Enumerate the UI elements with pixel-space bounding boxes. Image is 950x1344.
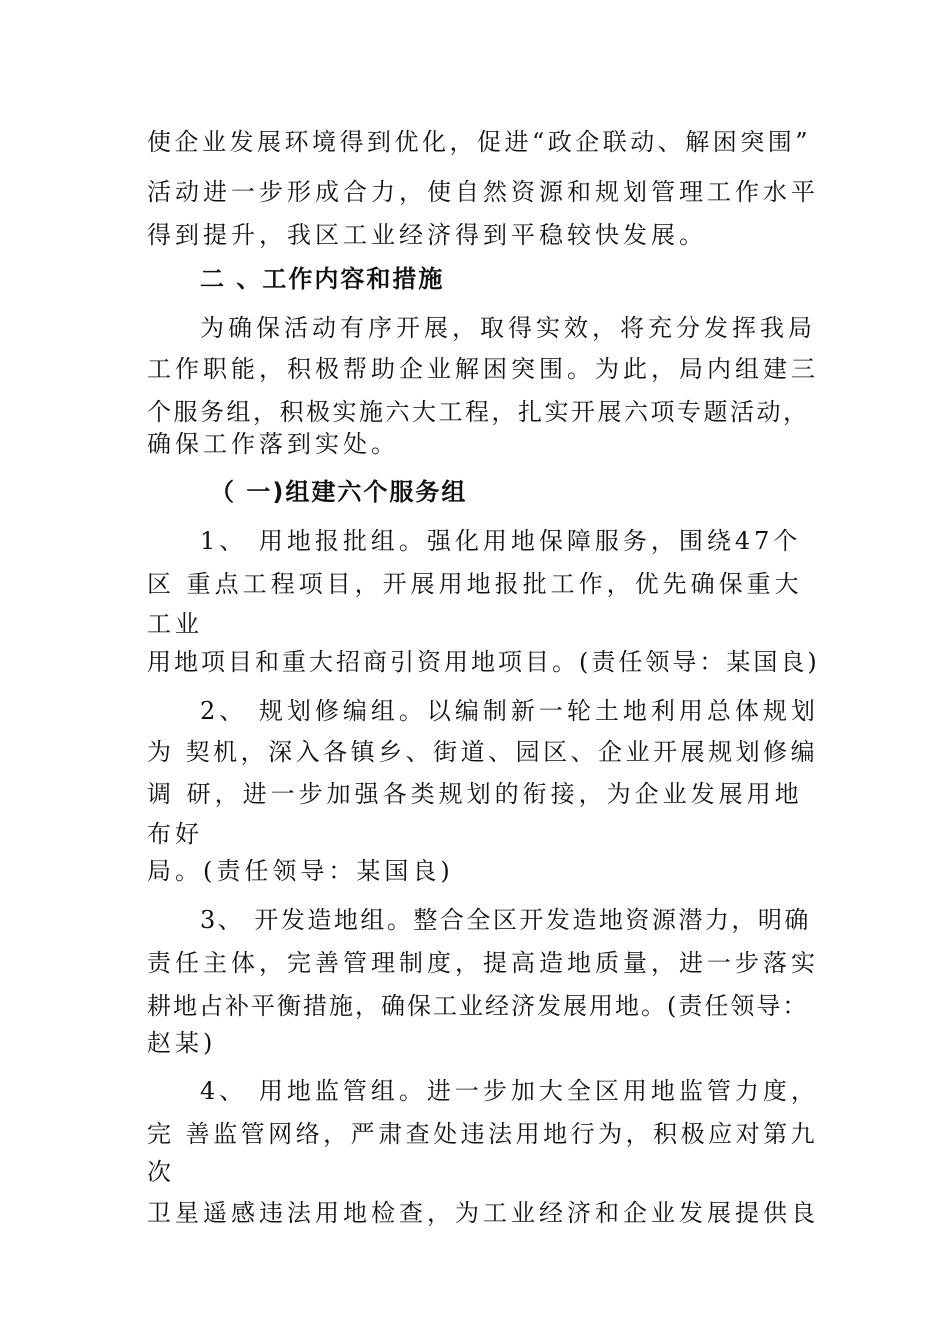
text-line-2: 活动进一步形成合力，使自然资源和规划管理工作水平 — [147, 178, 819, 206]
text-line-3: 得到提升，我区工业经济得到平稳较快发展。 — [147, 221, 707, 249]
item-3-line-1: 3、 开发造地组。整合全区开发造地资源潜力，明确 — [200, 906, 811, 934]
text-line-6: 工作职能，积极帮助企业解困突围。为此，局内组建三 — [147, 355, 819, 383]
item-3-line-4: 赵某) — [147, 1029, 217, 1057]
text-line-8: 确保工作落到实处。 — [147, 430, 399, 458]
item-1-line-2: 区 重点工程项目，开展用地报批工作，优先确保重大 — [147, 570, 803, 598]
item-2-line-5: 局。(责任领导：某国良) — [147, 857, 454, 885]
item-4-line-3: 次 — [147, 1158, 175, 1186]
item-1-line-4: 用地项目和重大招商引资用地项目。(责任领导：某国良) — [147, 648, 820, 676]
text-line-1: 使企业发展环境得到优化，促进“政企联动、解困突围” — [147, 128, 812, 156]
item-2-line-2: 为 契机，深入各镇乡、街道、园区、企业开展规划修编 — [147, 738, 819, 766]
item-4-line-4: 卫星遥感违法用地检查，为工业经济和企业发展提供良 — [147, 1199, 819, 1227]
item-1-line-1: 1、 用地报批组。强化用地保障服务，围绕47个 — [200, 527, 802, 555]
item-2-line-4: 布好 — [147, 820, 203, 848]
item-4-line-2: 完 善监管网络，严肃查处违法用地行为，积极应对第九 — [147, 1120, 819, 1148]
item-3-line-3: 耕地占补平衡措施，确保工业经济发展用地。(责任领导： — [147, 992, 809, 1020]
section-heading-2: 二 、工作内容和措施 — [200, 265, 445, 293]
item-2-line-1: 2、 规划修编组。以编制新一轮土地利用总体规划 — [200, 697, 819, 725]
item-2-line-3: 调 研，进一步加强各类规划的衔接，为企业发展用地 — [147, 780, 803, 808]
item-1-line-3: 工业 — [147, 610, 203, 638]
item-3-line-2: 责任主体，完善管理制度，提高造地质量，进一步落实 — [147, 949, 819, 977]
text-line-5: 为确保活动有序开展，取得实效，将充分发挥我局 — [200, 314, 816, 342]
item-4-line-1: 4、 用地监管组。进一步加大全区用地监管力度， — [200, 1077, 819, 1105]
subsection-heading-1: （ 一)组建六个服务组 — [210, 478, 468, 506]
text-line-7: 个服务组，积极实施六大工程，扎实开展六项专题活动， — [147, 398, 810, 426]
